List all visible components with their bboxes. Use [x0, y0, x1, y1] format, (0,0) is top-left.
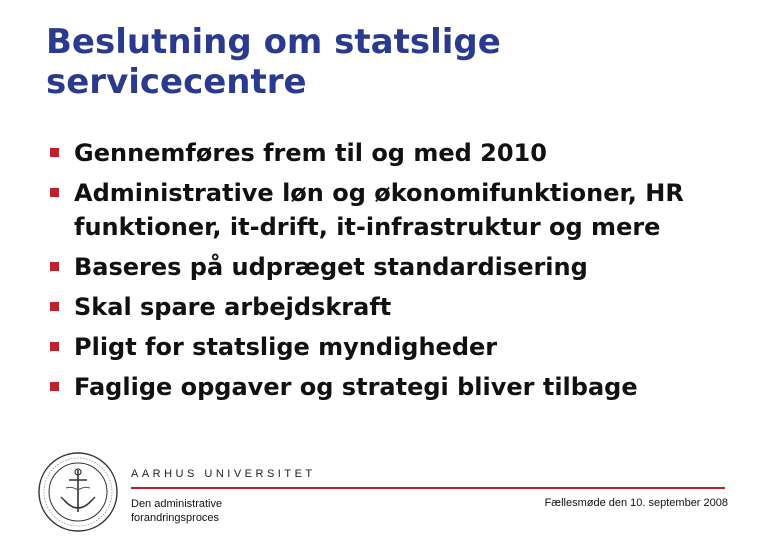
bullet-item — [48, 250, 748, 284]
bullet-item — [48, 370, 748, 404]
university-seal-icon — [36, 450, 120, 534]
title-line-2: servicecentre — [46, 62, 307, 102]
bullet-text: Baseres på udpræget standardisering — [74, 253, 588, 281]
bullet-item — [48, 330, 748, 364]
footer-left-line-2: forandringsproces — [131, 512, 220, 524]
square-bullet-icon — [50, 148, 59, 157]
bullet-list — [48, 136, 748, 410]
footer-divider — [131, 487, 725, 489]
footer-left-line-1: Den administrative — [131, 498, 223, 510]
bullet-item — [48, 136, 748, 170]
slide-title — [46, 22, 746, 102]
square-bullet-icon — [50, 382, 59, 391]
footer-date: Fællesmøde den 10. september 2008 — [544, 497, 728, 509]
bullet-item — [48, 290, 748, 324]
square-bullet-icon — [50, 302, 59, 311]
bullet-text: Pligt for statslige myndigheder — [74, 333, 498, 361]
title-line-1: Beslutning om statslige — [46, 22, 501, 62]
footer-left — [131, 497, 222, 525]
square-bullet-icon — [50, 262, 59, 271]
university-name: AARHUS UNIVERSITET — [131, 468, 316, 480]
bullet-text: Skal spare arbejdskraft — [74, 293, 392, 321]
square-bullet-icon — [50, 188, 59, 197]
bullet-text: Faglige opgaver og strategi bliver tilbage — [74, 373, 638, 401]
bullet-item — [48, 176, 748, 244]
square-bullet-icon — [50, 342, 59, 351]
bullet-text: Gennemføres frem til og med 2010 — [74, 139, 547, 167]
bullet-text: Administrative løn og økonomifunktioner, HR funktioner, it-drift, it-infrastruktur og mere — [74, 179, 684, 241]
